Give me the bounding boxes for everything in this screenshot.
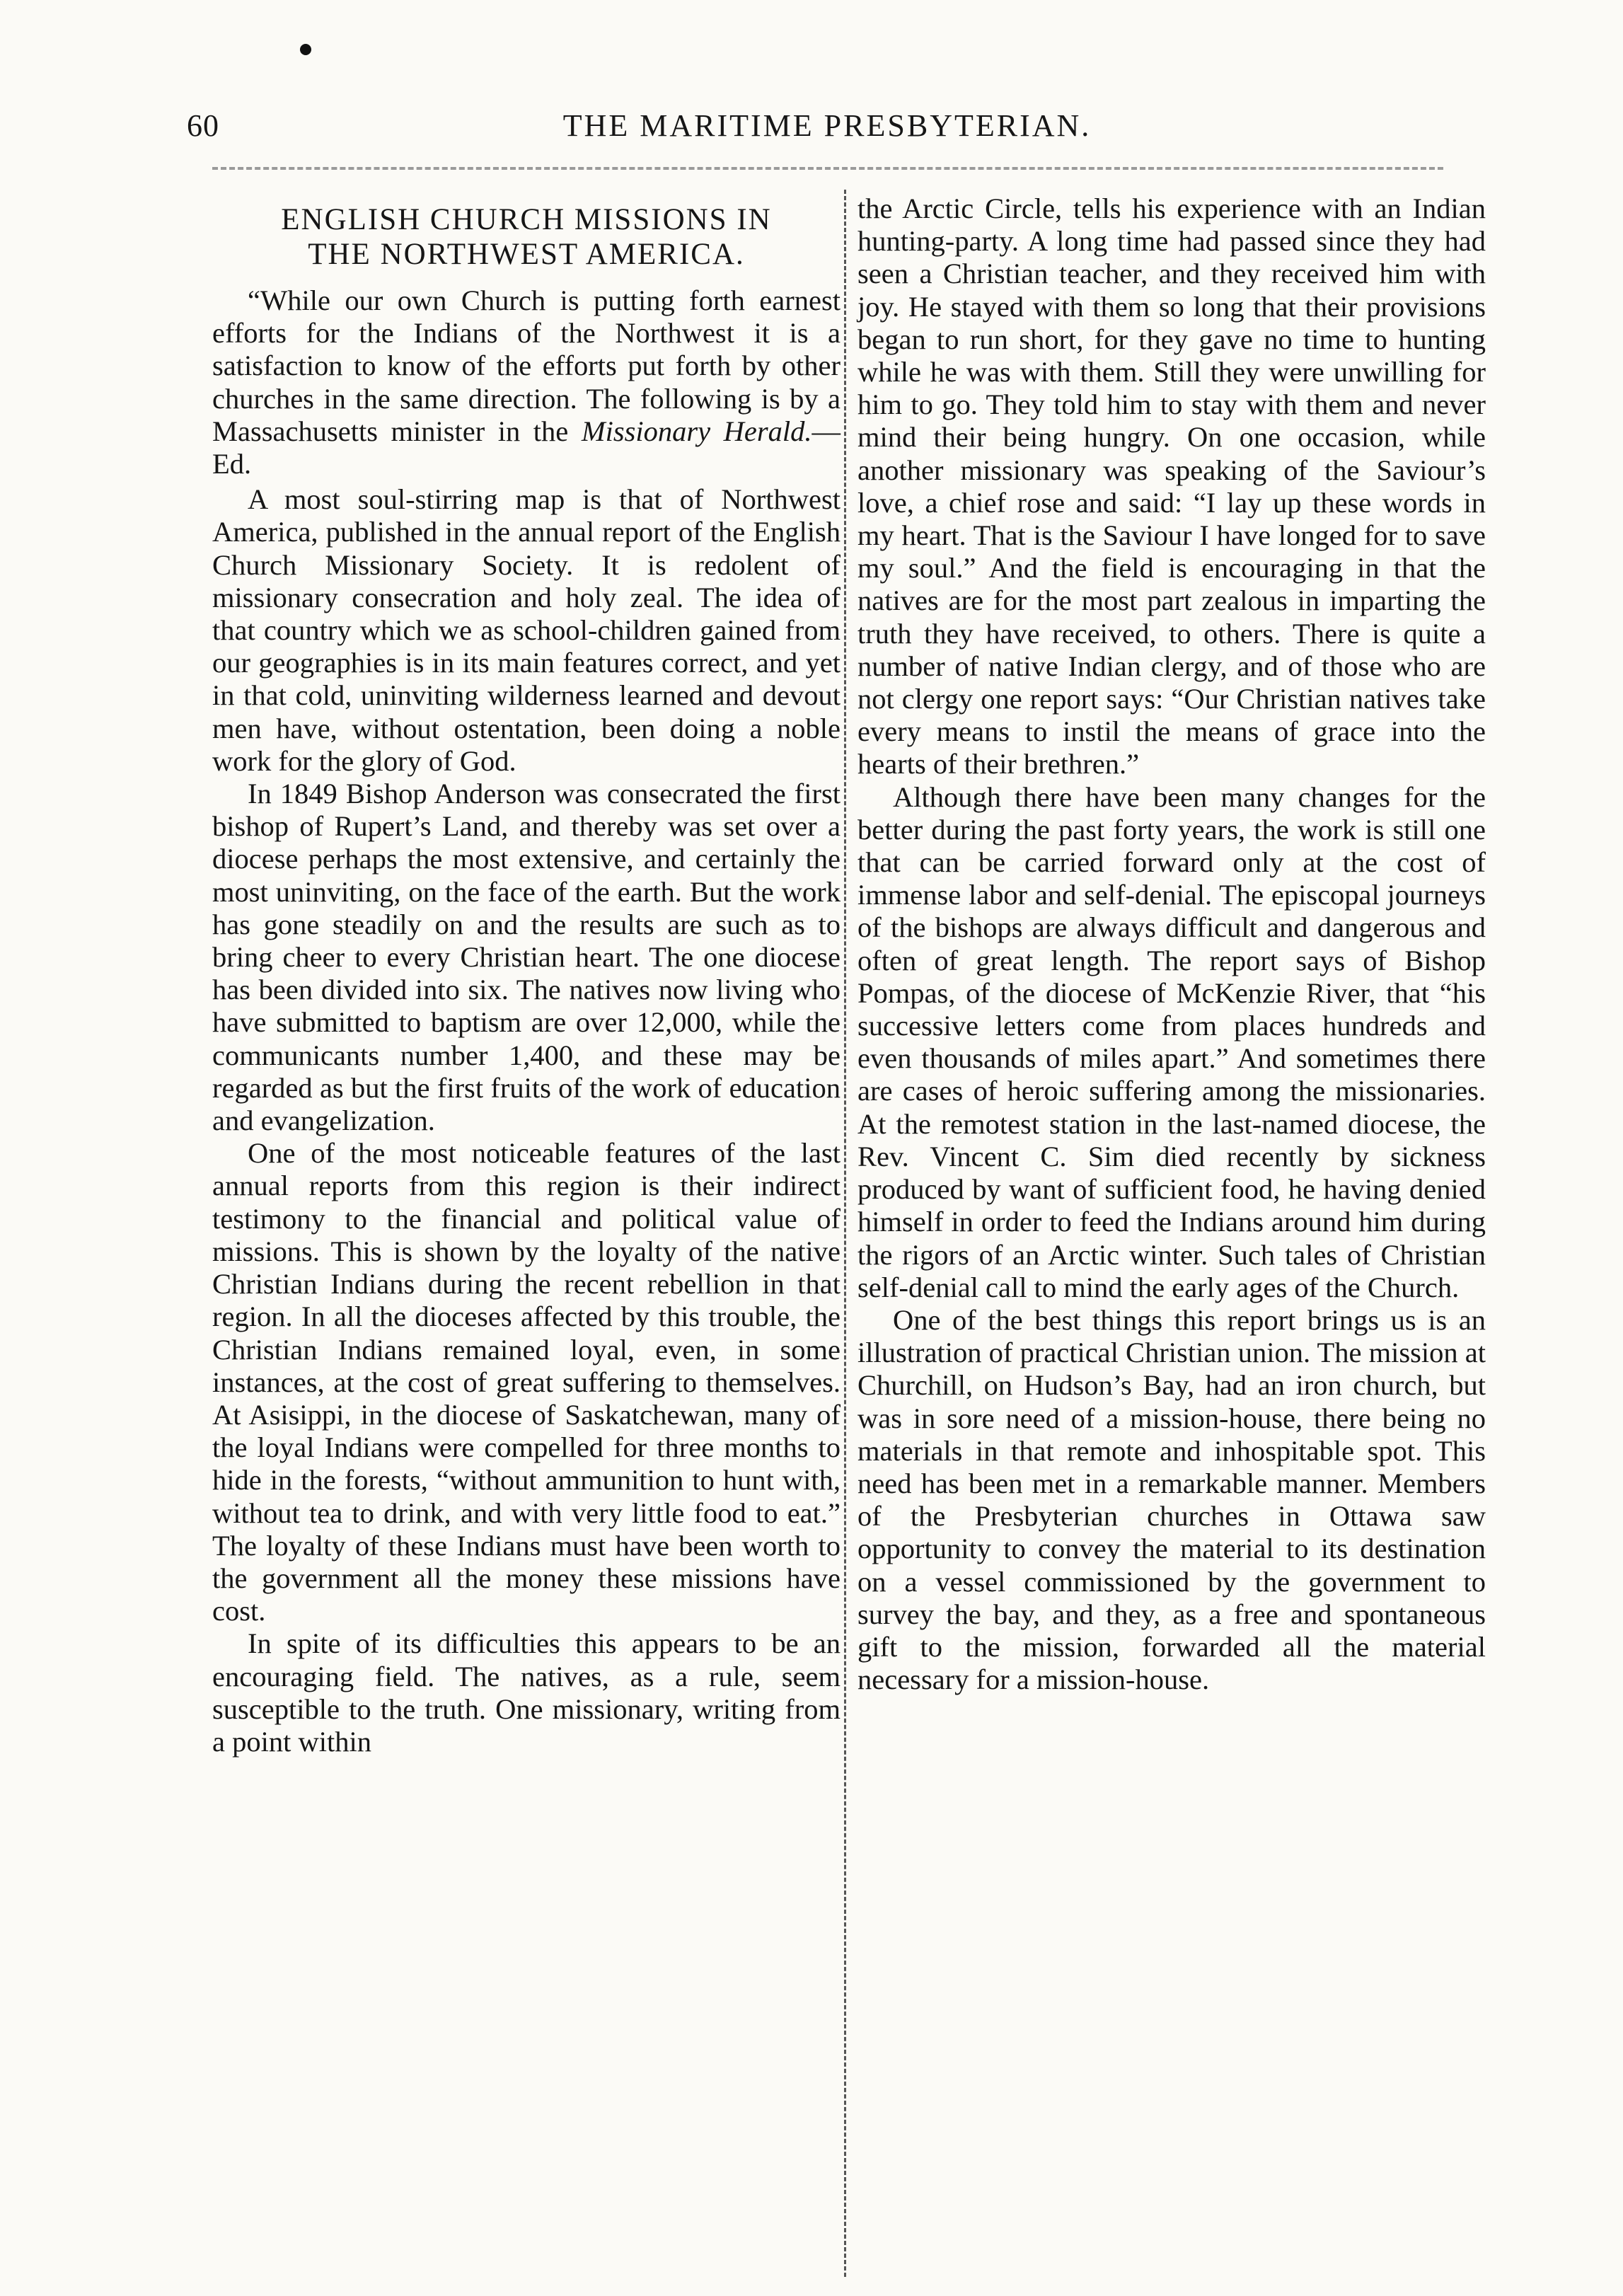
paragraph-continued: the Arctic Circle, tells his experience with an Indian hunting-party. A long time had passed since they had seen a Christian teacher, and they received him with joy. He stayed with them so long that their provisions began to run short, for they gave no time to hunting while he was with them. Still they were unwilling for him to go. They told him to stay with them and never mind their being hungry. On one occasion, while another missionary was speaking of the Saviour’s love, a chief rose and said: “I lay up these words in my heart. That is the Saviour I have longed for to save my soul.” And the field is encouraging in that the natives are for the most part zealous in imparting the truth they have received, to others. There is quite a number of native Indian clergy, and of those who are not clergy one report says: “Our Christian natives take every means to instil the means of grace into the hearts of their brethren.”: [857, 192, 1486, 780]
intro-source: Missionary Herald.: [581, 415, 812, 447]
right-column: [857, 192, 1486, 1696]
paragraph: In 1849 Bishop Anderson was consecrated the first bishop of Rupert’s Land, and thereby was set over a diocese perhaps the most extensive, and certainly the most uninviting, on the face of the earth. But the work has gone steadily on and the results are such as to bring cheer to every Christian heart. The one diocese has been divided into six. The natives now living who have submitted to baptism are over 12,000, while the communicants number 1,400, and these may be regarded as but the first fruits of the work of education and evangelization.: [212, 778, 841, 1137]
ink-dot: [300, 44, 311, 55]
paragraph: In spite of its difficulties this appears to be an encouraging field. The natives, as a rule, seem susceptible to the truth. One missionary, writing from a point within: [212, 1627, 841, 1758]
paragraph: A most soul-stirring map is that of Northwest America, published in the annual report of the English Church Missionary Society. It is redolent of missionary consecration and holy zeal. The idea of that country which we as school-children gained from our geographies is in its main features correct, and yet in that cold, uninviting wilderness learned and devout men have, without ostentation, been doing a noble work for the glory of God.: [212, 483, 841, 777]
paragraph: One of the most noticeable features of the last annual reports from this region is their indirect testimony to the financial and political value of missions. This is shown by the loyalty of the native Christian Indians during the recent rebellion in that region. In all the dioceses affected by this trouble, the Christian Indians remained loyal, even, in some instances, at the cost of great suffering to themselves. At Asisippi, in the diocese of Saskatchewan, many of the loyal Indians were compelled for three months to hide in the forests, “without ammunition to hunt with, without tea to drink, and with very little food to eat.” The loyalty of these Indians must have been worth to the government all the money these missions have cost.: [212, 1137, 841, 1627]
paragraph: Although there have been many changes for the better during the past forty years, the work is still one that can be carried forward only at the cost of immense labor and self-denial. The episcopal journeys of the bishops are always difficult and dangerous and often of great length. The report says of Bishop Pompas, of the diocese of McKenzie River, that “his successive letters come from places hundreds and even thousands of miles apart.” And sometimes there are cases of heroic suffering among the missionaries. At the remotest station in the last-named diocese, the Rev. Vincent C. Sim died recently by sickness produced by want of sufficient food, he having denied himself in order to feed the Indians around him during the rigors of an Arctic winter. Such tales of Christian self-denial call to mind the early ages of the Church.: [857, 780, 1486, 1303]
page-number: 60: [187, 108, 219, 143]
intro-text: “While our own Church is putting forth earnest efforts for the Indians of the Northwest it is a satisfaction to know of the efforts put forth by other churches in the same direction. The following is by a Massachusetts minister in the: [212, 284, 841, 447]
left-column: [212, 192, 841, 1758]
paragraph: One of the best things this report brings us is an illustration of practical Christian union. The mission at Churchill, on Hudson’s Bay, had an iron church, but was in sore need of a mission-house, there being no materials in that remote and inhospitable spot. This need has been met in a remarkable manner. Members of the Presbyterian churches in Ottawa saw opportunity to convey the material to its destination on a vessel commissioned by the government to survey the bay, and they, as a free and spontaneous gift to the mission, forwarded all the material necessary for a mission-house.: [857, 1303, 1486, 1696]
running-title: THE MARITIME PRESBYTERIAN.: [562, 108, 1092, 143]
editor-intro: [212, 284, 841, 480]
article-title: [212, 202, 841, 272]
article-title-line-1: ENGLISH CHURCH MISSIONS IN: [281, 203, 772, 236]
intro-signature: —Ed.: [212, 415, 841, 480]
header-rule: [212, 167, 1443, 170]
article-title-line-2: THE NORTHWEST AMERICA.: [308, 238, 745, 271]
running-header: [187, 108, 1467, 154]
column-divider: [844, 190, 846, 2277]
